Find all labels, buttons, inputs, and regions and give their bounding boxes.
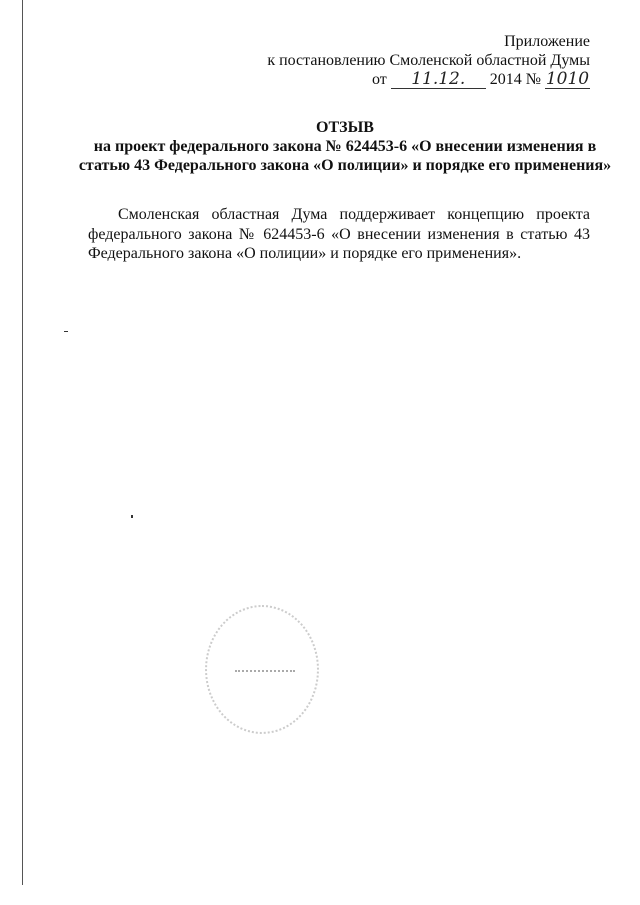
- title-line-1: на проект федерального закона № 624453-6 «О внесении изменения в: [93, 138, 597, 155]
- appendix-label: Приложение: [504, 33, 590, 50]
- resolution-reference: к постановлению Смоленской областной Думы: [267, 52, 590, 69]
- handwritten-date: 11.12.: [391, 70, 486, 89]
- scan-edge-line: [22, 0, 23, 885]
- faint-seal-stamp-text: [235, 670, 295, 680]
- body-paragraph: Смоленская областная Дума поддерживает концепцию проекта федерального закона № 624453-6 «О внесении изменения в статью 43 Федерального закона «О полиции» и порядке его применения».: [88, 206, 590, 262]
- date-number-line: [372, 70, 590, 89]
- handwritten-number: 1010: [545, 69, 590, 89]
- title-heading: ОТЗЫВ: [316, 119, 374, 136]
- scan-speck: [64, 331, 68, 332]
- document-title: [60, 118, 630, 175]
- scan-speck: [131, 515, 133, 518]
- date-prefix: от: [371, 71, 387, 88]
- title-line-2: статью 43 Федерального закона «О полиции» и порядке его применения»: [78, 157, 612, 174]
- year-number-label: 2014 №: [489, 71, 541, 88]
